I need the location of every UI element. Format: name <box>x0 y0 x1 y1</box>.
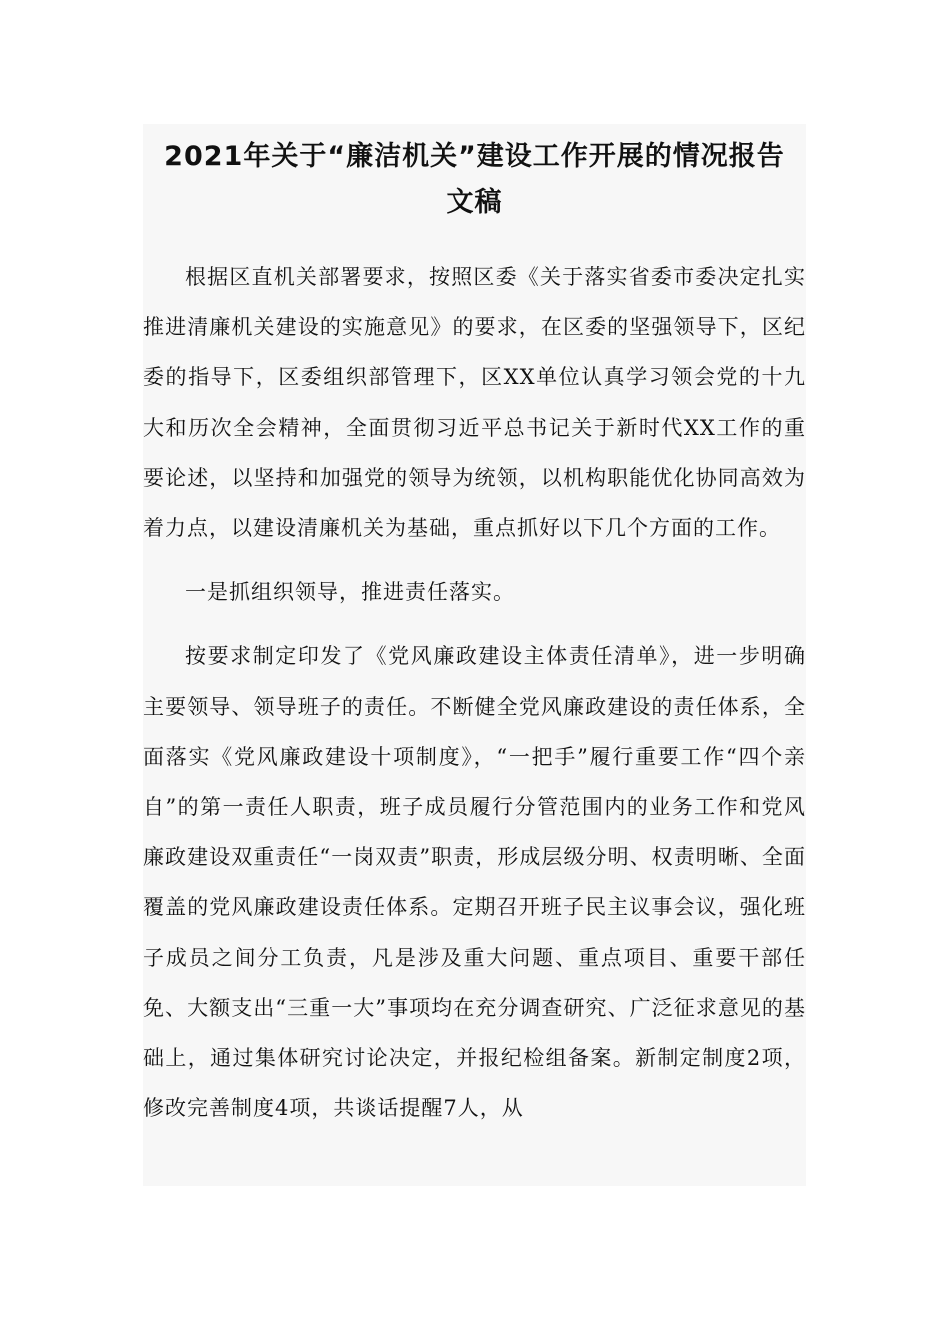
document-page <box>143 124 806 1186</box>
document-title <box>143 124 806 226</box>
title-line-2: 文稿 <box>446 187 503 218</box>
paragraph-intro: 根据区直机关部署要求，按照区委《关于落实省委市委决定扎实推进清廉机关建设的实施意见》的要求，在区委的坚强领导下，区纪委的指导下，区委组织部管理下，区XX单位认真学习领会党的十九大和历次全会精神，全面贯彻习近平总书记关于新时代XX工作的重要论述，以坚持和加强党的领导为统领，以机构职能优化协同高效为着力点，以建设清廉机关为基础，重点抓好以下几个方面的工作。 <box>143 265 806 541</box>
paragraph-heading-one: 一是抓组织领导，推进责任落实。 <box>185 580 515 605</box>
paragraph-responsibility: 按要求制定印发了《党风廉政建设主体责任清单》，进一步明确主要领导、领导班子的责任。不断健全党风廉政建设的责任体系，全面落实《党风廉政建设十项制度》，“一把手”履行重要工作“四个亲自”的第一责任人职责，班子成员履行分管范围内的业务工作和党风廉政建设双重责任“一岗双责”职责，形成层级分明、权责明晰、全面覆盖的党风廉政建设责任体系。定期召开班子民主议事会议，强化班子成员之间分工负责，凡是涉及重大问题、重点项目、重要干部任免、大额支出“三重一大”事项均在充分调查研究、广泛征求意见的基础上，通过集体研究讨论决定，并报纪检组备案。新制定制度2项，修改完善制度4项，共谈话提醒7人，从 <box>143 644 806 1121</box>
document-body <box>143 252 806 1133</box>
title-line-1: 2021年关于“廉洁机关”建设工作开展的情况报告 <box>164 141 785 172</box>
